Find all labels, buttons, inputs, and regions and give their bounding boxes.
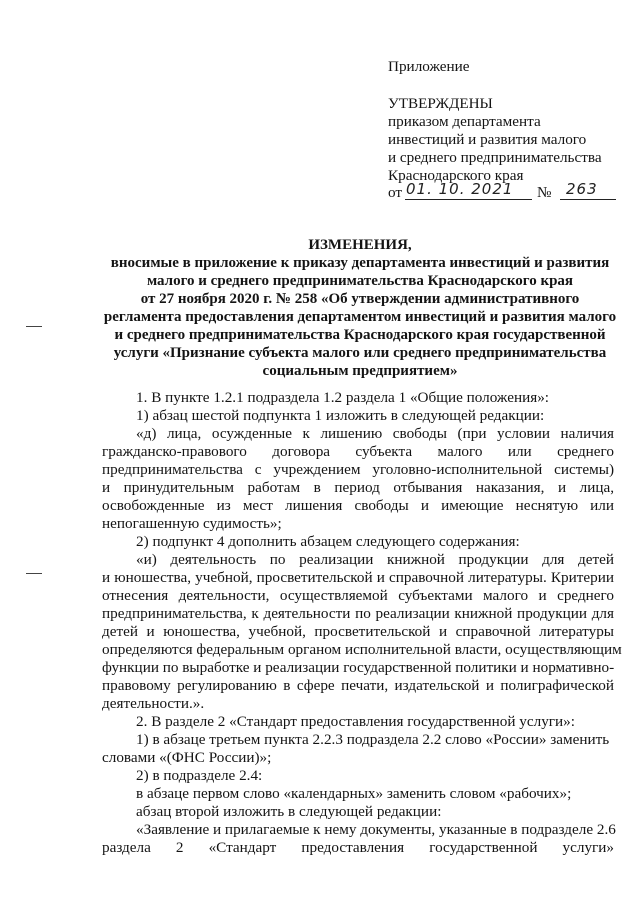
- title-line: вносимые в приложение к приказу департамента инвестиций и развития: [110, 255, 610, 271]
- body-line: освобожденные из мест лишения свободы и имеющие неснятую или: [102, 497, 614, 514]
- approval-line: и среднего предпринимательства: [388, 149, 602, 166]
- handwritten-number: 263: [566, 180, 598, 198]
- body-line: «д) лица, осужденные к лишению свободы (при условии наличия: [136, 425, 614, 442]
- date-prefix: от: [388, 184, 403, 201]
- body-line: отнесения деятельности, осуществляемой субъектами малого и среднего: [102, 587, 614, 604]
- title-line: регламента предоставления департаментом инвестиций и развития малого: [103, 309, 617, 325]
- title-line: социальным предприятием»: [262, 363, 458, 379]
- body-line: 2. В разделе 2 «Стандарт предоставления государственной услуги»:: [136, 713, 575, 730]
- body-line: 1) абзац шестой подпункта 1 изложить в следующей редакции:: [136, 407, 545, 424]
- document-title: ИЗМЕНЕНИЯ,: [308, 237, 412, 253]
- title-line: услуги «Признание субъекта малого или среднего предпринимательства: [113, 345, 607, 361]
- approval-line: Краснодарского края: [388, 167, 524, 184]
- body-line: абзац второй изложить в следующей редакции:: [136, 803, 442, 820]
- body-line: 2) в подразделе 2.4:: [136, 767, 263, 784]
- body-line: раздела 2 «Стандарт предоставления государственной услуги»: [102, 839, 614, 856]
- title-line: и среднего предпринимательства Краснодарского края государственной: [114, 327, 606, 343]
- number-underline: [560, 199, 616, 200]
- title-line: малого и среднего предпринимательства Краснодарского края: [146, 273, 574, 289]
- body-line: функции по выработке и реализации государственной политики и нормативно-: [102, 659, 615, 676]
- body-line: и юношества, учебной, просветительской и справочной литературы. Критерии: [102, 569, 614, 586]
- body-line: 1. В пункте 1.2.1 подраздела 1.2 раздела 1 «Общие положения»:: [136, 389, 550, 406]
- body-line: деятельности.».: [102, 695, 205, 712]
- margin-mark: [26, 573, 42, 574]
- body-line: 1) в абзаце третьем пункта 2.2.3 подраздела 2.2 слово «России» заменить: [136, 731, 610, 748]
- body-line: гражданско-правового договора субъекта малого или среднего: [102, 443, 614, 460]
- body-line: 2) подпункт 4 дополнить абзацем следующего содержания:: [136, 533, 520, 550]
- approval-line: инвестиций и развития малого: [388, 131, 587, 148]
- title-line: от 27 ноября 2020 г. № 258 «Об утверждении административного: [140, 291, 580, 307]
- body-line: правовому регулированию в сфере печати, издательской и полиграфической: [102, 677, 614, 694]
- body-line: предпринимательства с учреждением уголовно-исполнительной системы): [102, 461, 614, 478]
- number-prefix: №: [537, 184, 552, 201]
- body-line: словами «(ФНС России)»;: [102, 749, 272, 766]
- body-line: предпринимательства, к деятельности по реализации книжной продукции для: [102, 605, 614, 622]
- approved-label: УТВЕРЖДЕНЫ: [388, 95, 493, 112]
- margin-mark: [26, 326, 42, 327]
- body-line: «Заявление и прилагаемые к нему документы, указанные в подразделе 2.6: [136, 821, 616, 838]
- body-line: детей и юношества, учебной, просветительской и справочной литературы: [102, 623, 614, 640]
- approval-line: приказом департамента: [388, 113, 541, 130]
- handwritten-date: 01. 10. 2021: [406, 180, 514, 198]
- body-line: непогашенную судимость»;: [102, 515, 282, 532]
- body-line: и принудительным работам в период отбывания наказания, и лица,: [102, 479, 614, 496]
- body-line: «и) деятельность по реализации книжной продукции для детей: [136, 551, 614, 568]
- body-line: в абзаце первом слово «календарных» заменить словом «рабочих»;: [136, 785, 572, 802]
- date-underline: [405, 199, 532, 200]
- body-line: определяются федеральным органом исполнительной власти, осуществляющим: [102, 641, 622, 658]
- appendix-label: Приложение: [388, 58, 470, 75]
